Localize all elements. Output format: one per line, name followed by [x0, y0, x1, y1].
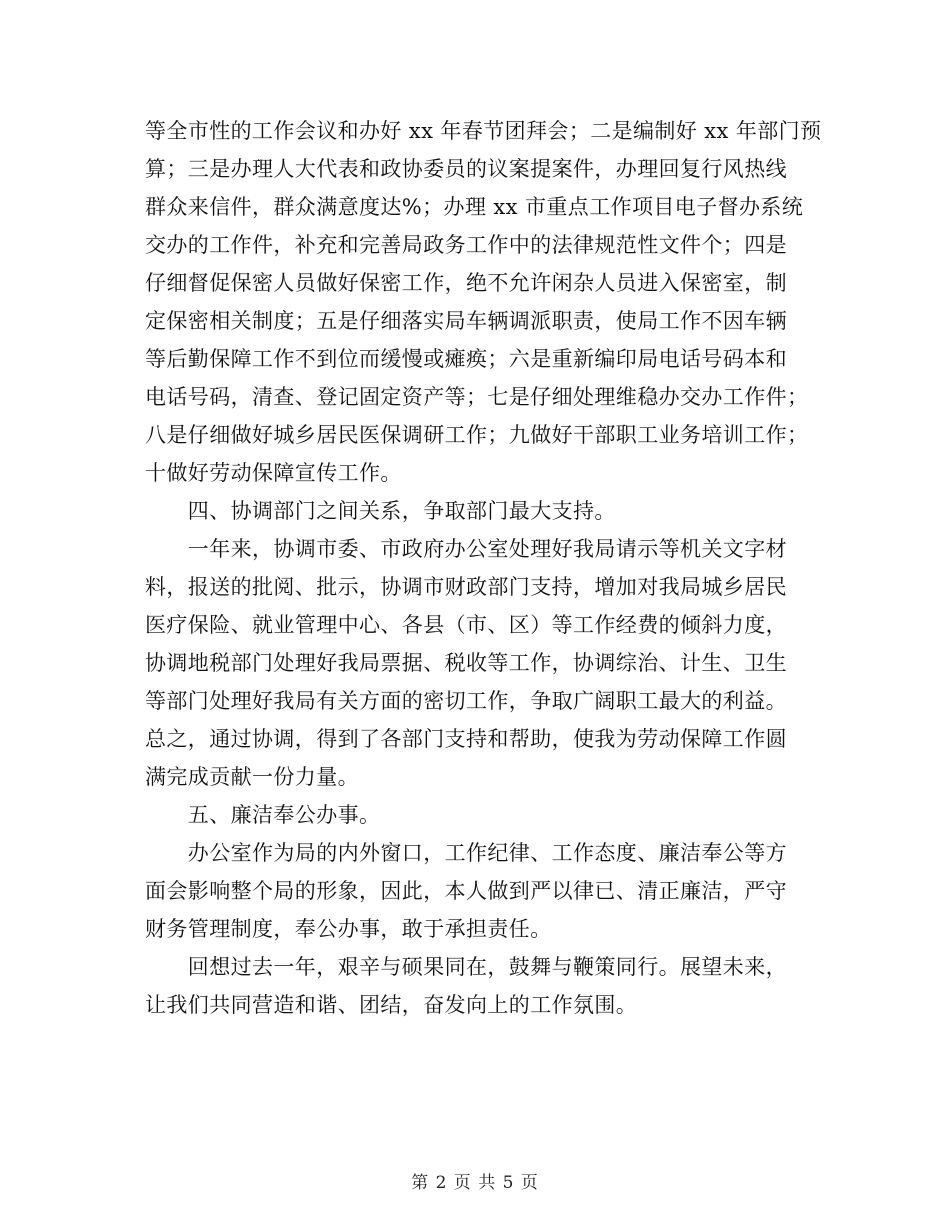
text-line: 十做好劳动保障宣传工作。 [145, 461, 402, 485]
page-number-footer: 第 2 页 共 5 页 [411, 1173, 539, 1193]
text-line: 一年来，协调市委、市政府办公室处理好我局请示等机关文字材 [145, 537, 787, 561]
text-line: 料，报送的批阅、批示，协调市财政部门支持，增加对我局城乡居民 [145, 575, 787, 599]
text-line: 群众来信件，群众满意度达%；办理 xx 市重点工作项目电子督办系统 [145, 195, 804, 219]
text-line: 总之，通过协调，得到了各部门支持和帮助，使我为劳动保障工作圆 [145, 727, 787, 751]
text-line: 算；三是办理人大代表和政协委员的议案提案件，办理回复行风热线 [145, 157, 787, 181]
text-line: 回想过去一年，艰辛与硕果同在，鼓舞与鞭策同行。展望未来， [145, 955, 787, 979]
text-line: 医疗保险、就业管理中心、各县（市、区）等工作经费的倾斜力度， [145, 613, 787, 637]
text-line: 满完成贡献一份力量。 [145, 765, 359, 789]
text-line: 面会影响整个局的形象，因此，本人做到严以律已、清正廉洁，严守 [145, 879, 787, 903]
text-line: 等部门处理好我局有关方面的密切工作，争取广阔职工最大的利益。 [145, 689, 787, 713]
text-line: 电话号码，清查、登记固定资产等；七是仔细处理维稳办交办工作件； [145, 385, 809, 409]
text-line: 协调地税部门处理好我局票据、税收等工作，协调综治、计生、卫生 [145, 651, 787, 675]
text-line: 财务管理制度，奉公办事，敢于承担责任。 [145, 917, 552, 941]
section-heading: 五、廉洁奉公办事。 [145, 803, 381, 827]
text-line: 办公室作为局的内外窗口，工作纪律、工作态度、廉洁奉公等方 [145, 841, 787, 865]
body-text [145, 112, 822, 1024]
text-line: 八是仔细做好城乡居民医保调研工作；九做好干部职工业务培训工作； [145, 423, 809, 447]
text-line: 仔细督促保密人员做好保密工作，绝不允许闲杂人员进入保密室，制 [145, 271, 787, 295]
text-line: 让我们共同营造和谐、团结，奋发向上的工作氛围。 [145, 993, 638, 1017]
text-line: 交办的工作件，补充和完善局政务工作中的法律规范性文件个；四是 [145, 233, 787, 257]
text-line: 等全市性的工作会议和办好 xx 年春节团拜会；二是编制好 xx 年部门预 [145, 119, 822, 143]
text-line: 定保密相关制度；五是仔细落实局车辆调派职责，使局工作不因车辆 [145, 309, 787, 333]
text-line: 等后勤保障工作不到位而缓慢或瘫痪；六是重新编印局电话号码本和 [145, 347, 787, 371]
section-heading: 四、协调部门之间关系，争取部门最大支持。 [145, 499, 616, 523]
